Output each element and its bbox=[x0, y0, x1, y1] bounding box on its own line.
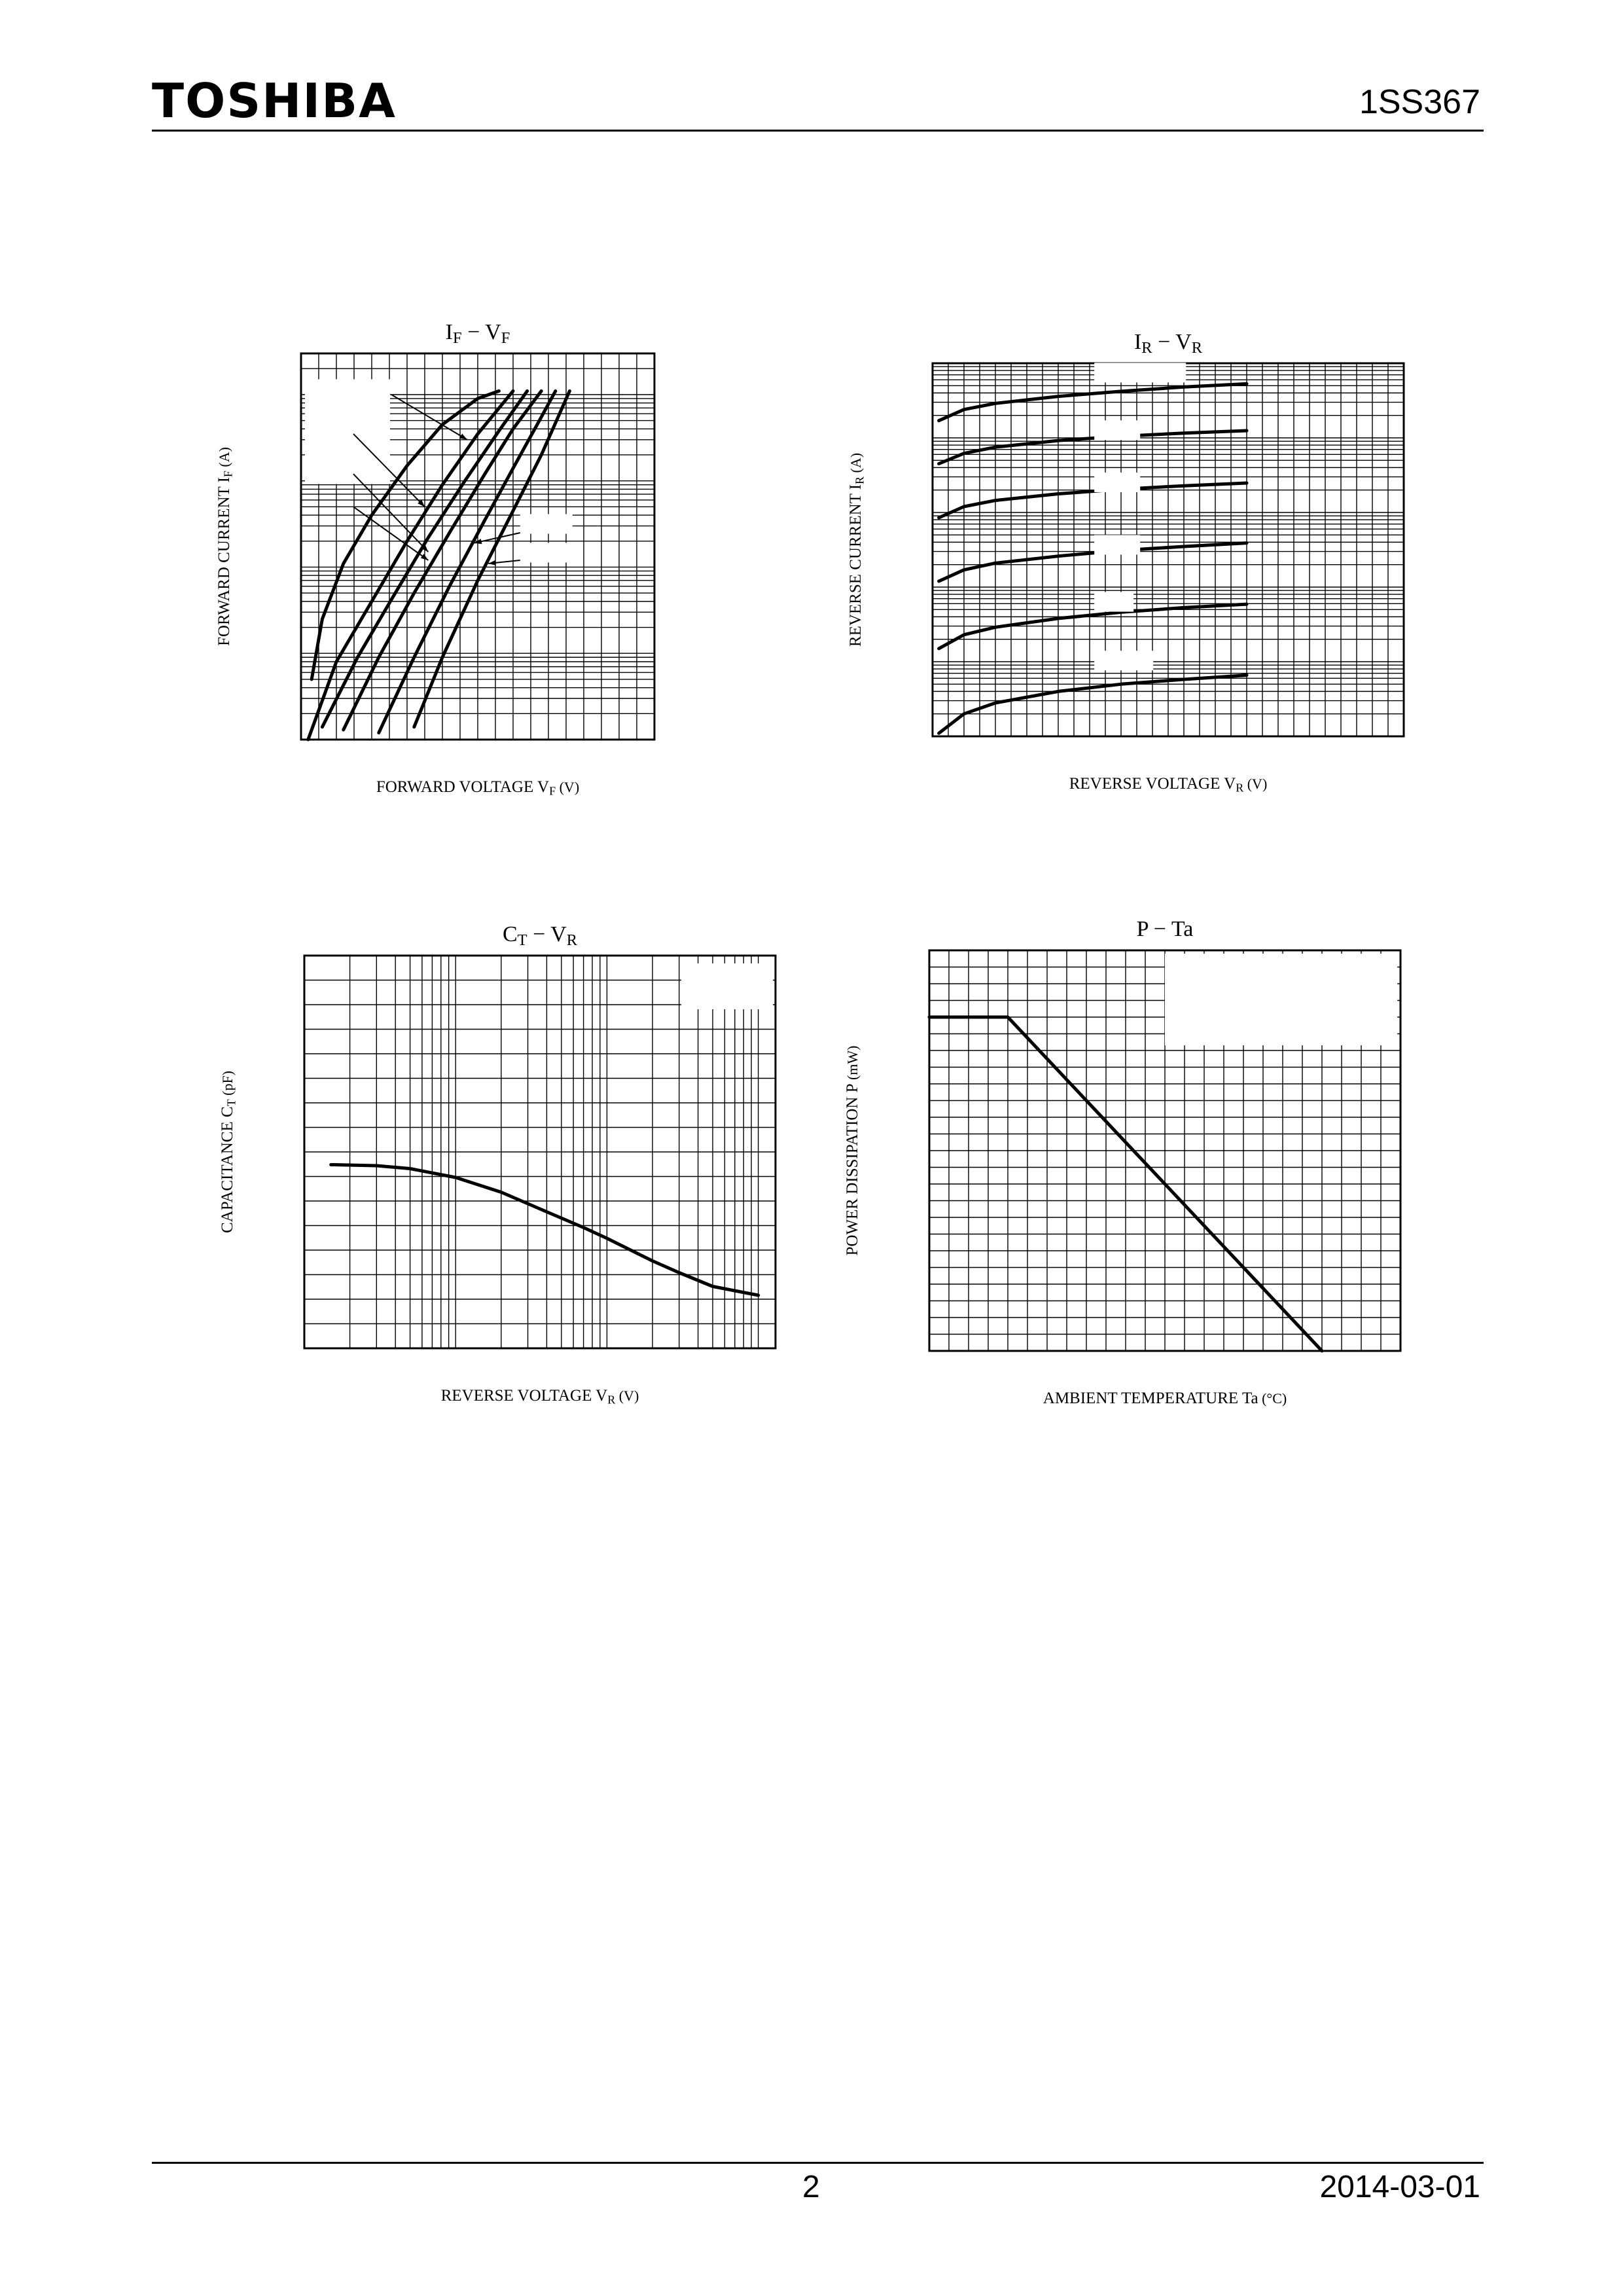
annotation-bg bbox=[520, 543, 579, 562]
chart-title: IR − VR bbox=[1133, 330, 1203, 357]
y-axis-label: POWER DISSIPATION P (mW) bbox=[844, 1045, 861, 1256]
chart-ct-vr bbox=[209, 910, 798, 1427]
annotation-bg bbox=[1094, 473, 1140, 492]
chart-ir-vr bbox=[844, 314, 1433, 825]
chart-p-ta bbox=[844, 910, 1433, 1427]
chart-title: IF − VF bbox=[445, 320, 510, 348]
x-axis-label: FORWARD VOLTAGE VF (V) bbox=[376, 778, 580, 798]
y-axis-label: FORWARD CURRENT IF (A) bbox=[215, 447, 235, 646]
annotation-bg bbox=[1165, 954, 1397, 1045]
annotation-leader bbox=[391, 395, 467, 440]
annotation-bg bbox=[1094, 420, 1140, 440]
series-line-4 bbox=[939, 543, 1247, 581]
chart-title: CT − VR bbox=[502, 922, 578, 950]
document-date: 2014-03-01 bbox=[1319, 2170, 1480, 2204]
y-axis-label: CAPACITANCE CT (pF) bbox=[219, 1070, 238, 1234]
footer-rule bbox=[152, 2162, 1484, 2164]
x-axis-label: AMBIENT TEMPERATURE Ta (°C) bbox=[1043, 1390, 1287, 1407]
annotation-bg bbox=[1094, 535, 1140, 554]
annotation-bg bbox=[681, 963, 773, 1009]
x-axis-label: REVERSE VOLTAGE VR (V) bbox=[1069, 775, 1268, 795]
annotation-bg bbox=[1094, 363, 1186, 382]
series-line-2 bbox=[939, 431, 1247, 464]
x-axis-label: REVERSE VOLTAGE VR (V) bbox=[440, 1387, 639, 1407]
toshiba-logo: TOSHIBA bbox=[152, 73, 397, 128]
chart-title: P − Ta bbox=[1136, 917, 1194, 941]
annotation-bg bbox=[520, 514, 573, 534]
annotation-arrowhead bbox=[459, 433, 467, 439]
header-rule bbox=[152, 130, 1484, 132]
page-number: 2 bbox=[802, 2170, 820, 2204]
annotation-bg bbox=[305, 379, 390, 484]
annotation-bg bbox=[1094, 651, 1153, 670]
chart-if-vf bbox=[216, 314, 805, 825]
part-number: 1SS367 bbox=[1359, 83, 1480, 121]
annotation-bg bbox=[1094, 592, 1133, 612]
y-axis-label: REVERSE CURRENT IR (A) bbox=[847, 452, 866, 647]
